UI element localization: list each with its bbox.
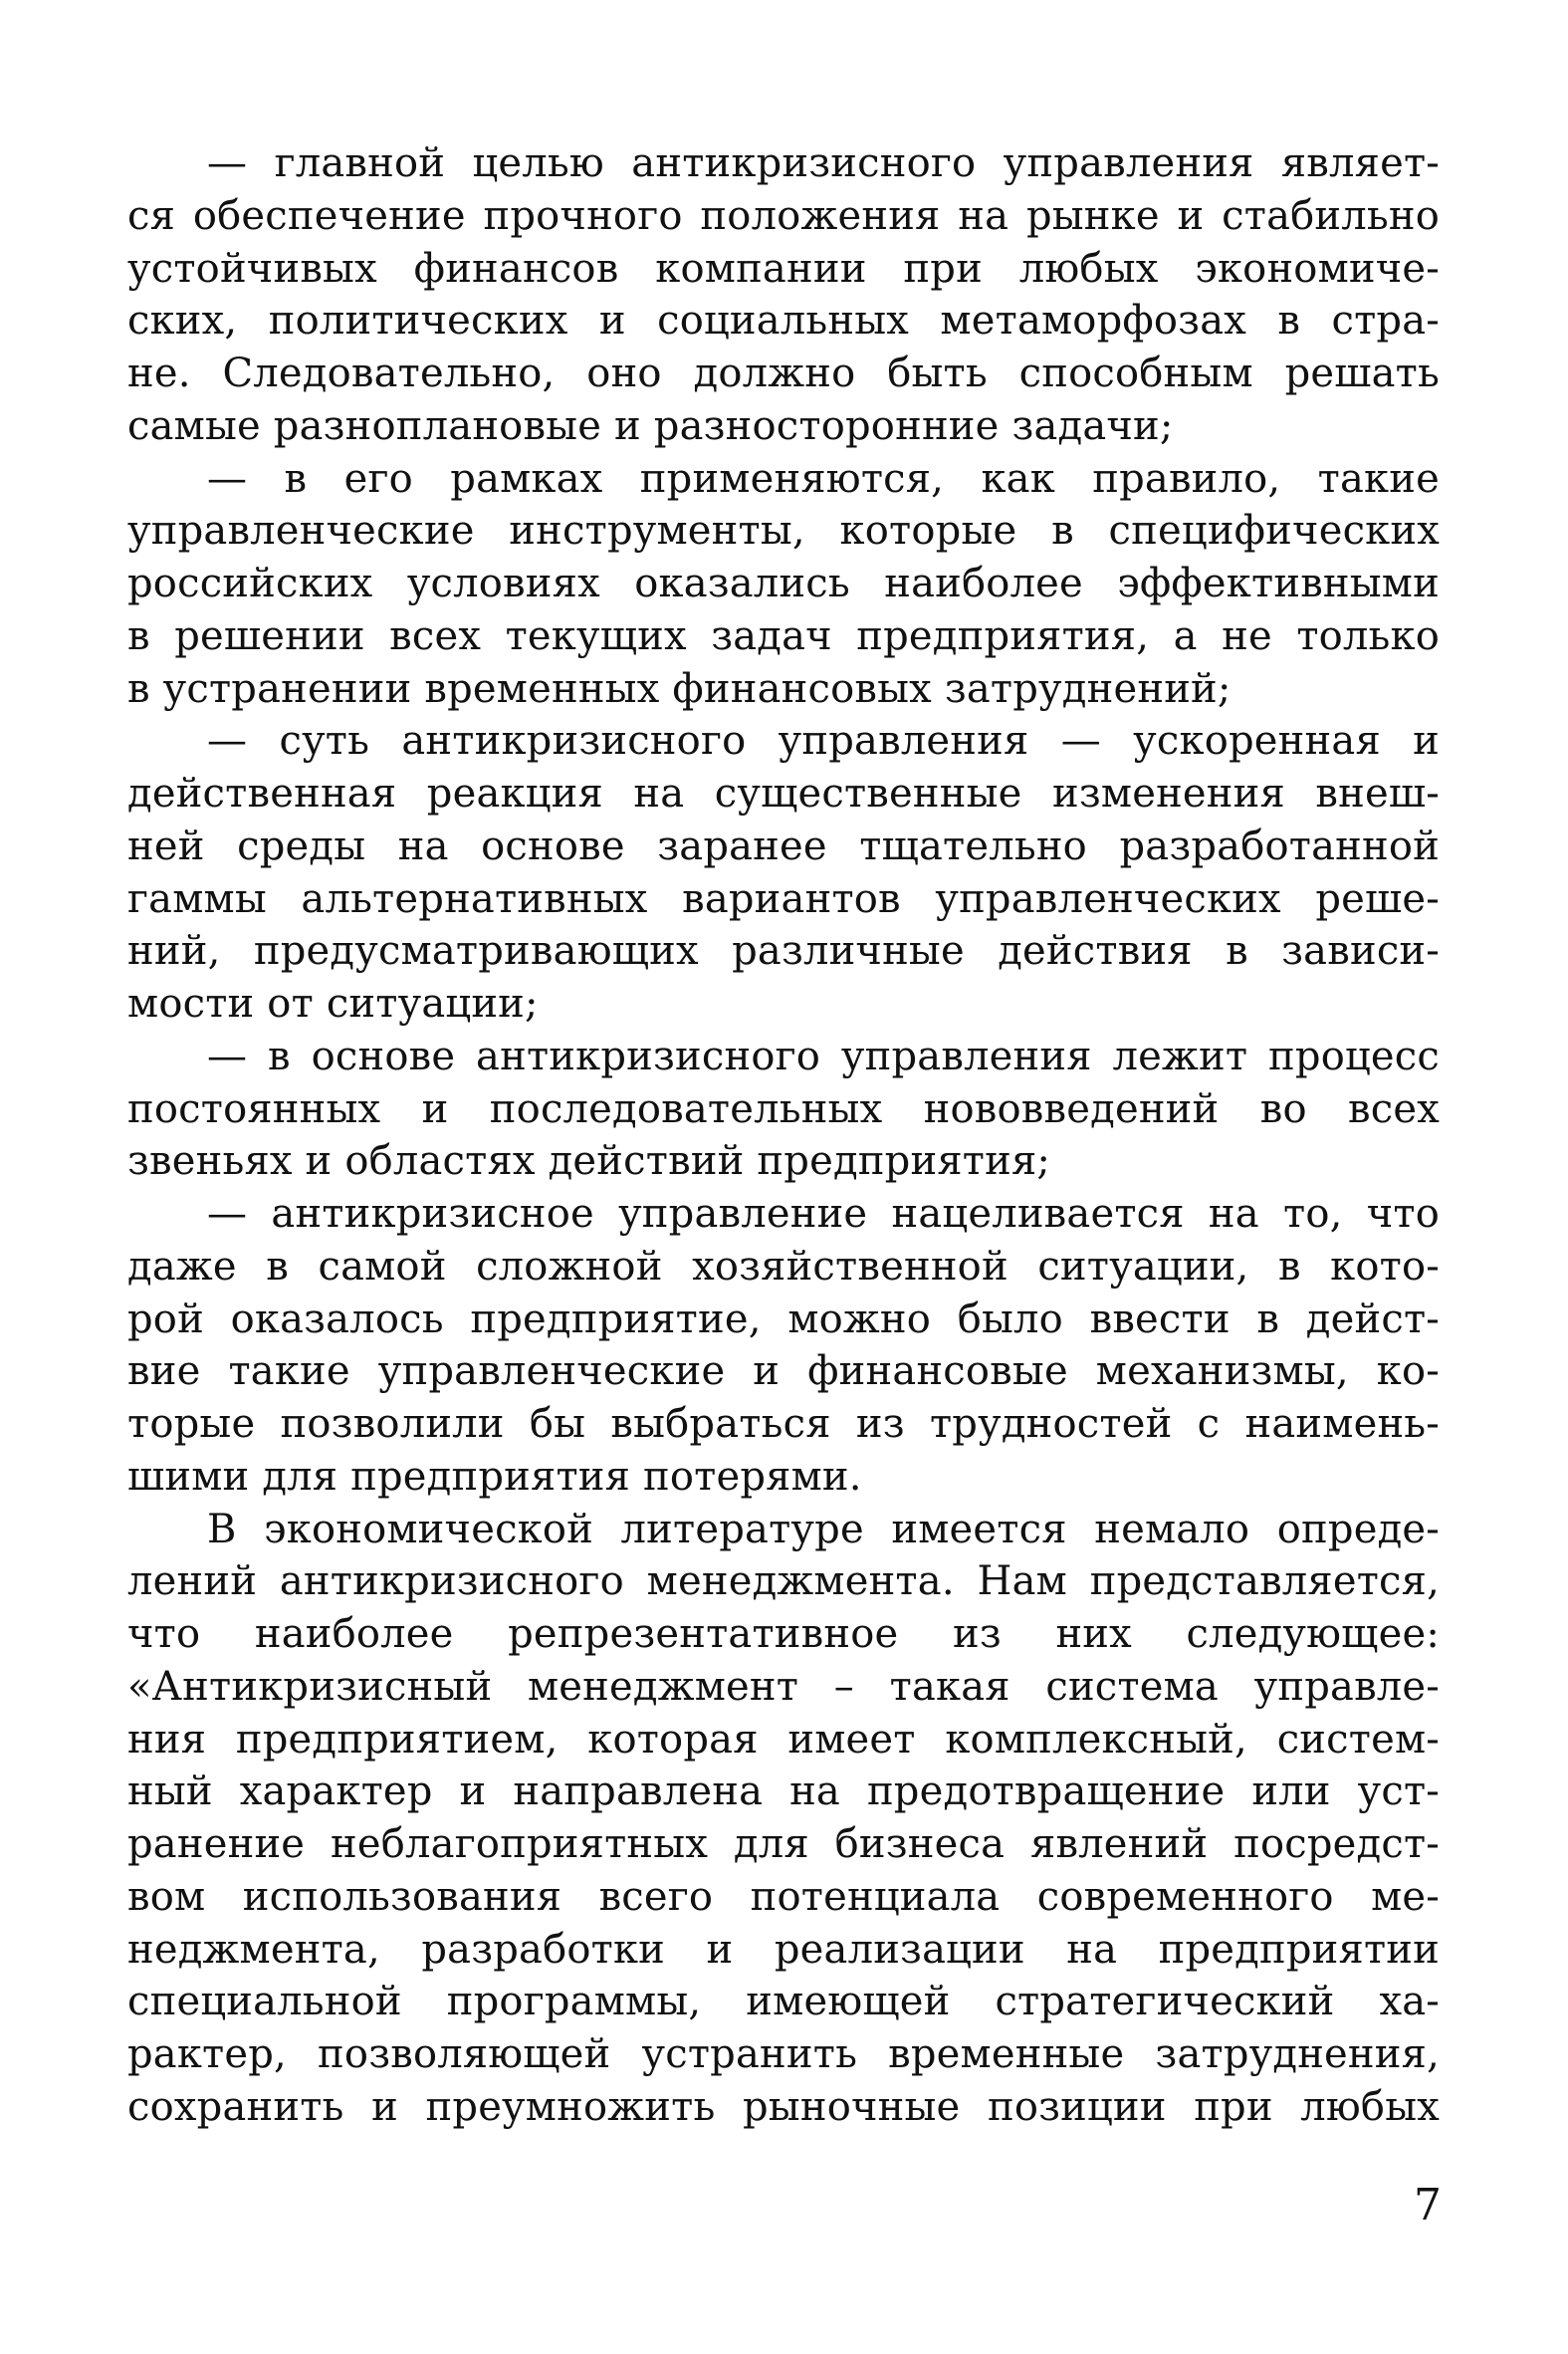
text-line: шими для предприятия потерями.: [127, 1453, 862, 1500]
text-line: ранение неблагоприятных для бизнеса явлений посредст-: [127, 1821, 1440, 1867]
text-line: специальной программы, имеющей стратегический ха-: [127, 1979, 1440, 2025]
text-line: рактер, позволяющей устранить временные затруднения,: [127, 2031, 1440, 2077]
text-line: что наиболее репрезентативное из них следующее:: [127, 1611, 1440, 1657]
text-line: ный характер и направлена на предотвращение или уст-: [127, 1768, 1440, 1815]
text-line: самые разноплановые и разносторонние задачи;: [127, 402, 1174, 449]
text-line: лений антикризисного менеджмента. Нам представляется,: [127, 1558, 1440, 1605]
text-line: даже в самой сложной хозяйственной ситуации, в кото-: [127, 1243, 1440, 1290]
text-line: управленческие инструменты, которые в специфических: [127, 508, 1440, 555]
text-line: в решении всех текущих задач предприятия, а не только: [127, 612, 1440, 659]
text-line: звеньях и областях действий предприятия;: [127, 1138, 1051, 1185]
text-line: в устранении временных финансовых затруднений;: [127, 665, 1232, 712]
text-line: вом использования всего потенциала современного ме-: [127, 1873, 1440, 1920]
text-line: не. Следовательно, оно должно быть способным решать: [127, 351, 1440, 396]
text-line: гаммы альтернативных вариантов управленческих реше-: [127, 875, 1440, 922]
text-line: «Антикризисный менеджмент – такая система управле-: [127, 1663, 1440, 1710]
text-line: торые позволили бы выбраться из трудностей с наимень-: [127, 1401, 1440, 1447]
text-line: — суть антикризисного управления — ускоренная и: [207, 718, 1440, 765]
text-line: действенная реакция на существенные изменения внеш-: [127, 771, 1440, 817]
text-line: неджмента, разработки и реализации на предприятии: [127, 1926, 1440, 1973]
text-line: — антикризисное управление нацеливается на то, что: [207, 1191, 1440, 1237]
text-line: ней среды на основе заранее тщательно разработанной: [127, 823, 1440, 869]
text-line: В экономической литературе имеется немало опреде-: [207, 1506, 1440, 1552]
text-line: российских условиях оказались наиболее эффективными: [127, 561, 1440, 606]
body-text: [127, 137, 1440, 2134]
text-line: ний, предусматривающих различные действия в зависи-: [127, 928, 1440, 975]
text-line: сохранить и преумножить рыночные позиции при любых: [127, 2083, 1440, 2130]
text-line: — главной целью антикризисного управления являет-: [207, 140, 1440, 186]
text-line: — в его рамках применяются, как правило, такие: [207, 455, 1440, 502]
text-line: вие такие управленческие и финансовые механизмы, ко-: [127, 1348, 1440, 1395]
text-line: ся обеспечение прочного положения на рынке и стабильно: [127, 192, 1440, 239]
text-line: рой оказалось предприятие, можно было ввести в дейст-: [127, 1295, 1440, 1342]
text-line: устойчивых финансов компании при любых экономиче-: [127, 245, 1440, 292]
text-line: ских, политических и социальных метаморфозах в стра-: [127, 298, 1440, 345]
text-line: постоянных и последовательных нововведений во всех: [127, 1085, 1440, 1132]
text-line: мости от ситуации;: [127, 981, 539, 1027]
text-line: — в основе антикризисного управления лежит процесс: [207, 1033, 1440, 1079]
text-line: ния предприятием, которая имеет комплексный, систем-: [127, 1716, 1440, 1763]
page-number: 7: [1414, 2180, 1442, 2231]
